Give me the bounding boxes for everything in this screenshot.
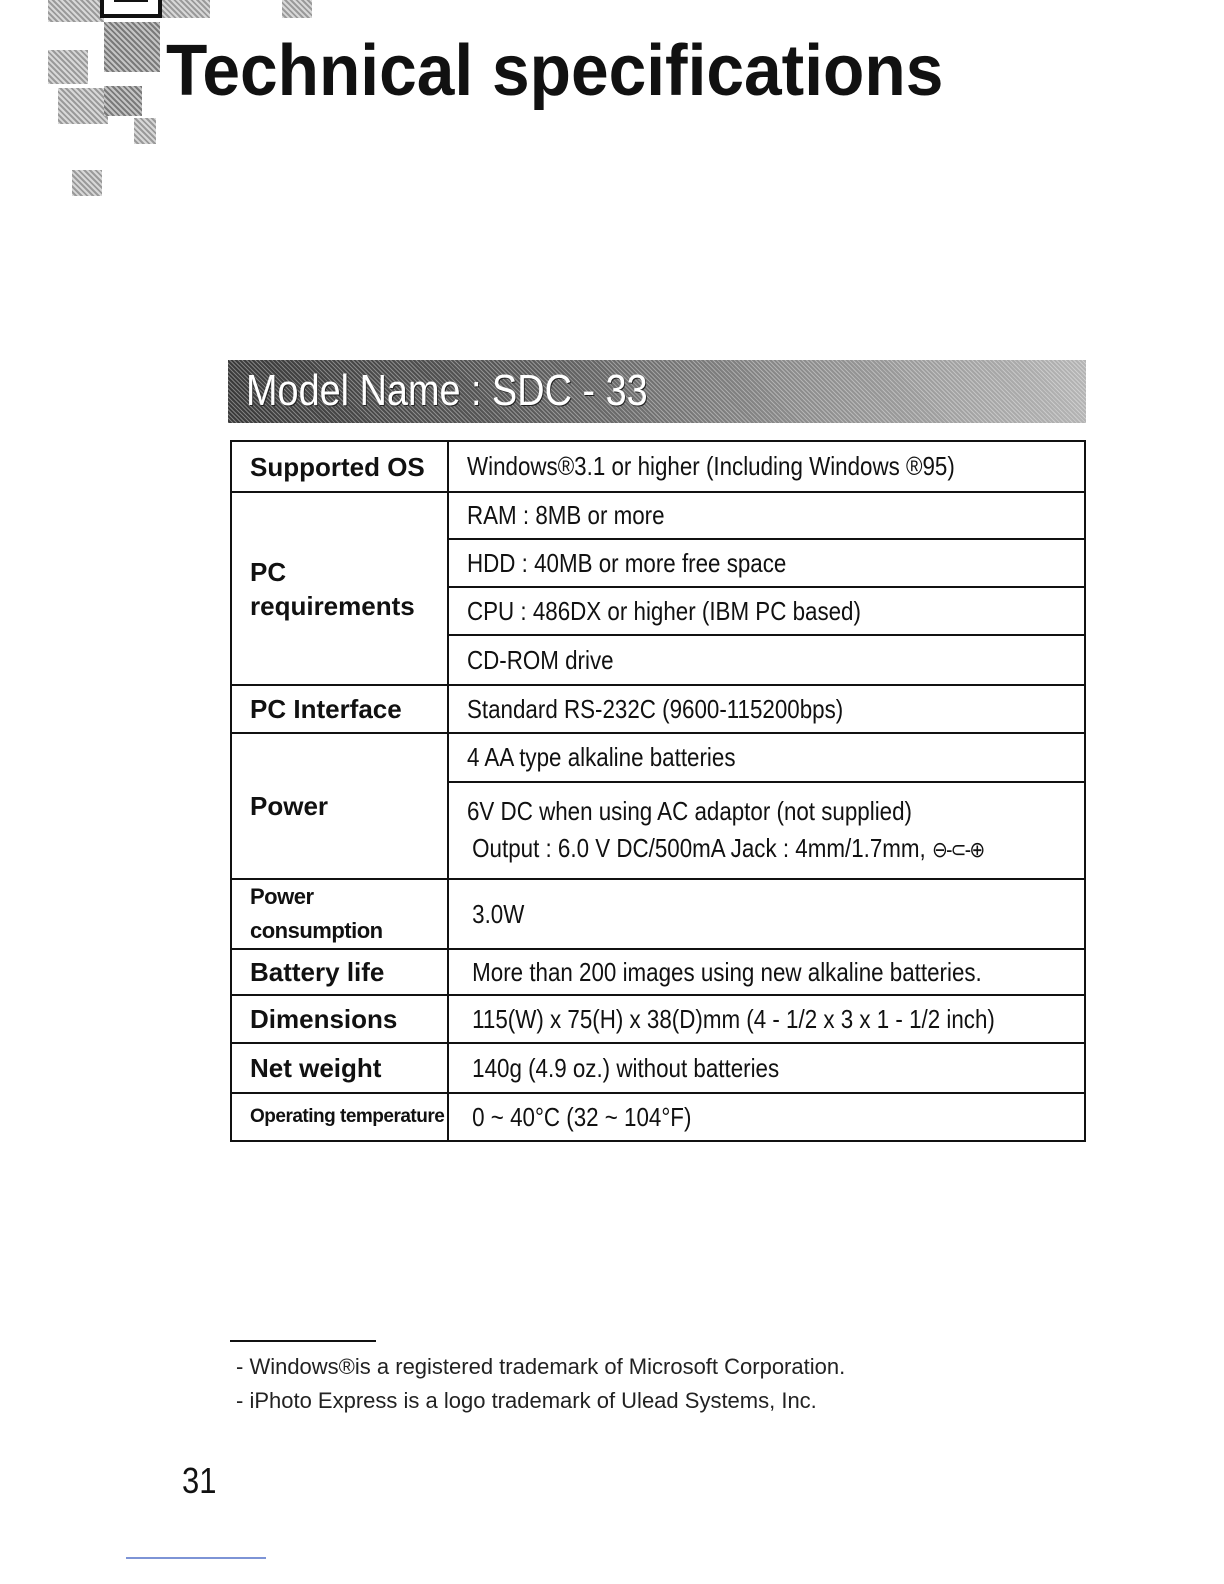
value-battery-life	[448, 949, 1085, 995]
adaptor-line-2: Output : 6.0 V DC/500mA Jack : 4mm/1.7mm,	[472, 833, 926, 863]
value-adaptor	[448, 782, 1085, 879]
decorative-square	[134, 118, 156, 144]
power-consumption-text: 3.0W	[472, 898, 525, 929]
net-weight-text: 140g (4.9 oz.) without batteries	[472, 1052, 780, 1083]
value-supported-os	[448, 441, 1085, 492]
value-dimensions	[448, 995, 1085, 1043]
operating-temperature-text: 0 ~ 40°C (32 ~ 104°F)	[472, 1101, 692, 1132]
section-tab-e	[100, 0, 162, 18]
dimensions-text: 115(W) x 75(H) x 38(D)mm (4 - 1/2 x 3 x 1 - 1/2 inch)	[472, 1003, 995, 1034]
section-letter	[104, 0, 158, 11]
table-row	[231, 879, 1085, 949]
value-net-weight	[448, 1043, 1085, 1093]
label-power: Power	[231, 733, 448, 879]
hdd-text: HDD : 40MB or more free space	[467, 547, 787, 578]
batteries-text: 4 AA type alkaline batteries	[467, 742, 736, 772]
decorative-square	[104, 22, 160, 72]
label-battery-life: Battery life	[231, 949, 448, 995]
decorative-square	[48, 50, 88, 84]
value-pc-interface	[448, 685, 1085, 733]
adaptor-line-1: 6V DC when using AC adaptor (not supplied)	[467, 796, 912, 826]
decorative-square	[104, 86, 142, 116]
model-name-banner	[228, 360, 1086, 423]
cpu-text: CPU : 486DX or higher (IBM PC based)	[467, 595, 861, 626]
footnote-iphoto: - iPhoto Express is a logo trademark of Ulead Systems, Inc.	[236, 1388, 817, 1413]
value-ram	[448, 492, 1085, 539]
label-pc-requirements: PC requirements	[231, 492, 448, 685]
polarity-icon: ⊖-⊂-⊕	[931, 837, 984, 862]
ram-text: RAM : 8MB or more	[467, 500, 665, 530]
label-power-consumption: Power consumption	[231, 879, 448, 949]
cdrom-text: CD-ROM drive	[467, 644, 614, 675]
model-name-text: Model Name : SDC - 33	[246, 366, 648, 415]
footnote-divider	[230, 1340, 376, 1342]
pc-interface-text: Standard RS-232C (9600-115200bps)	[467, 693, 844, 724]
page-number: 31	[182, 1460, 217, 1501]
decorative-square	[72, 170, 102, 196]
decorative-square	[58, 88, 108, 124]
page-title: Technical specifications	[166, 31, 944, 111]
specifications-table	[230, 440, 1086, 1142]
label-net-weight: Net weight	[231, 1043, 448, 1093]
value-power-consumption	[448, 879, 1085, 949]
value-cpu	[448, 587, 1085, 635]
value-batteries	[448, 733, 1085, 782]
decorative-square	[48, 0, 104, 22]
table-row	[231, 492, 1085, 539]
label-supported-os: Supported OS	[231, 441, 448, 492]
table-row	[231, 733, 1085, 782]
table-row	[231, 949, 1085, 995]
decorative-square	[282, 0, 312, 18]
value-hdd	[448, 539, 1085, 587]
label-dimensions: Dimensions	[231, 995, 448, 1043]
label-pc-interface: PC Interface	[231, 685, 448, 733]
label-operating-temperature: Operating temperature	[231, 1093, 448, 1141]
value-operating-temperature	[448, 1093, 1085, 1141]
table-row	[231, 1093, 1085, 1141]
footnote-windows: - Windows®is a registered trademark of Microsoft Corporation.	[236, 1354, 846, 1379]
value-cdrom	[448, 635, 1085, 685]
bottom-divider	[126, 1557, 266, 1559]
battery-life-text: More than 200 images using new alkaline batteries.	[472, 956, 982, 987]
decorative-square	[160, 0, 210, 18]
table-row	[231, 995, 1085, 1043]
table-row	[231, 685, 1085, 733]
adaptor-line-2-wrap	[467, 830, 984, 868]
table-row	[231, 1043, 1085, 1093]
supported-os-text: Windows®3.1 or higher (Including Windows ®95)	[467, 451, 955, 481]
table-row	[231, 441, 1085, 492]
